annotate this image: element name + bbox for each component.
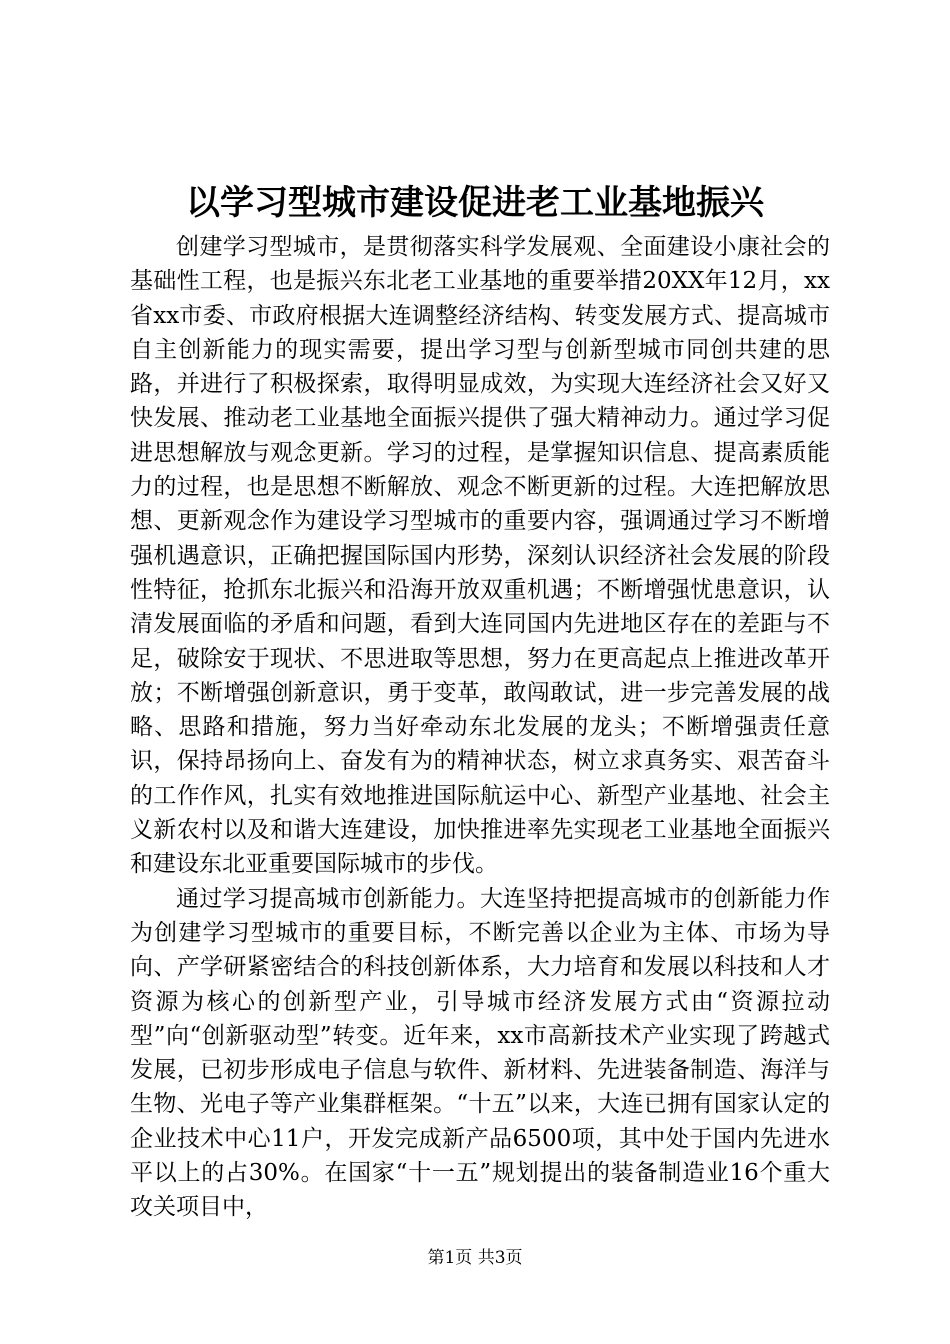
page-number-footer: 第1页 共3页 bbox=[427, 1248, 523, 1268]
paragraph: 创建学习型城市，是贯彻落实科学发展观、全面建设小康社会的基础性工程，也是振兴东北老工业基地的重要举措20XX年12月，xx省xx市委、市政府根据大连调整经济结构、转变发展方式、提高城市自主创新能力的现实需要，提出学习型与创新型城市同创共建的思路，并进行了积极探索，取得明显成效，为实现大连经济社会又好又快发展、推动老工业基地全面振兴提供了强大精神动力。通过学习促进思想解放与观念更新。学习的过程，是掌握知识信息、提高素质能力的过程，也是思想不断解放、观念不断更新的过程。大连把解放思想、更新观念作为建设学习型城市的重要内容，强调通过学习不断增强机遇意识，正确把握国际国内形势，深刻认识经济社会发展的阶段性特征，抢抓东北振兴和沿海开放双重机遇；不断增强忧患意识，认清发展面临的矛盾和问题，看到大连同国内先进地区存在的差距与不足，破除安于现状、不思进取等思想，努力在更高起点上推进改革开放；不断增强创新意识，勇于变革，敢闯敢试，进一步完善发展的战略、思路和措施，努力当好牵动东北发展的龙头；不断增强责任意识，保持昂扬向上、奋发有为的精神状态，树立求真务实、艰苦奋斗的工作作风，扎实有效地推进国际航运中心、新型产业基地、社会主义新农村以及和谐大连建设，加快推进率先实现老工业基地全面振兴和建设东北亚重要国际城市的步伐。 bbox=[130, 234, 830, 878]
document-title: 以学习型城市建设促进老工业基地振兴 bbox=[186, 183, 764, 223]
document-body bbox=[130, 230, 830, 1225]
paragraph: 通过学习提高城市创新能力。大连坚持把提高城市的创新能力作为创建学习型城市的重要目标，不断完善以企业为主体、市场为导向、产学研紧密结合的科技创新体系，大力培育和发展以科技和人才资源为核心的创新型产业，引导城市经济发展方式由“资源拉动型”向“创新驱动型”转变。近年来，xx市高新技术产业实现了跨越式发展，已初步形成电子信息与软件、新材料、先进装备制造、海洋与生物、光电子等产业集群框架。“十五”以来，大连已拥有国家认定的企业技术中心11户，开发完成新产品6500项，其中处于国内先进水平以上的占30%。在国家“十一五”规划提出的装备制造业16个重大攻关项目中， bbox=[130, 885, 830, 1221]
